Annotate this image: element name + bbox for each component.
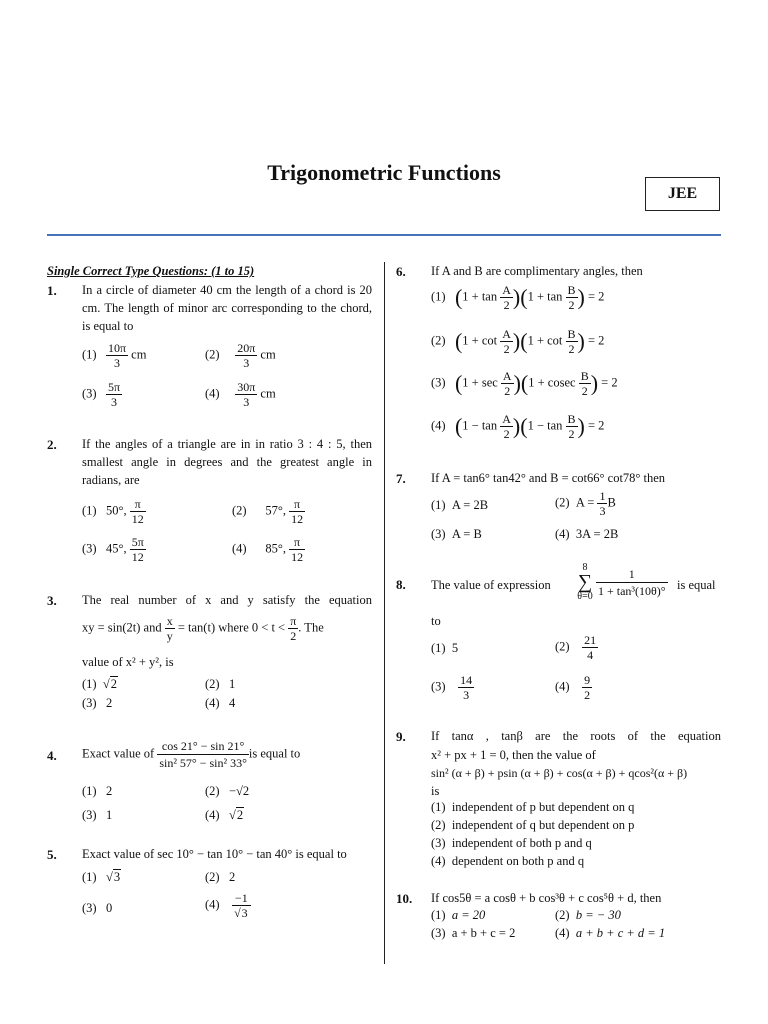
radicand: 2 xyxy=(236,808,244,822)
option: (4) (1 − tan $\frac{A}{2}$ )(1 − tan $\frac{B}{2}$ ) = 2 xyxy=(431,412,605,441)
option-label: (3) xyxy=(431,926,446,940)
angle: 45°, xyxy=(105,541,127,556)
denominator: 2 xyxy=(568,342,575,356)
radicand: 3 xyxy=(113,870,121,884)
fraction xyxy=(582,673,592,702)
question-number: 7. xyxy=(396,471,406,486)
question-number: 8. xyxy=(396,577,406,592)
option xyxy=(82,341,146,370)
result: = 2 xyxy=(587,418,605,433)
value: a = 20 xyxy=(451,908,486,922)
question-text: If cos5θ = a cosθ + b cos³θ + c cos⁵θ + d, then xyxy=(431,891,662,905)
fraction xyxy=(288,614,298,643)
fraction xyxy=(106,341,128,370)
denominator: 3 xyxy=(463,688,470,702)
option-label: (1) xyxy=(431,289,446,304)
denominator: 4 xyxy=(587,648,594,662)
fraction xyxy=(235,380,257,409)
angle: 50°, xyxy=(105,503,127,518)
sum-upper: 8 xyxy=(582,562,588,573)
value: A = xyxy=(575,495,595,510)
option xyxy=(82,497,146,526)
numerator: π xyxy=(130,497,146,512)
option xyxy=(205,677,235,692)
option xyxy=(82,901,112,916)
option xyxy=(82,696,112,711)
question-text: is equal xyxy=(677,578,716,592)
fraction xyxy=(500,283,513,312)
question-number: 10. xyxy=(396,891,413,906)
unit: cm xyxy=(260,386,276,401)
question-text: If A and B are complimentary angles, then xyxy=(431,264,643,278)
numerator: π xyxy=(289,497,305,512)
denominator: 12 xyxy=(131,512,144,526)
denominator: 2 xyxy=(504,384,511,398)
option xyxy=(431,926,515,941)
option-label: (4) xyxy=(205,808,220,822)
question-text: If tanα , tanβ are the roots of the equation xyxy=(431,729,721,743)
option xyxy=(205,891,251,920)
option-label: (1) xyxy=(431,641,446,655)
denominator: 2 xyxy=(568,298,575,312)
question-number: 3. xyxy=(47,593,57,608)
term: 1 + cosec xyxy=(528,375,576,390)
option-label: (4) xyxy=(232,541,247,556)
option xyxy=(555,633,598,662)
text: is equal to xyxy=(248,746,301,761)
question-text: value of x² + y², is xyxy=(82,655,174,669)
option-label: (3) xyxy=(82,901,97,915)
result: = 2 xyxy=(587,289,605,304)
column-divider xyxy=(384,262,385,964)
question-expression: sin² (α + β) + psin (α + β) + cos(α + β) + qcos²(α + β) xyxy=(431,766,688,780)
option xyxy=(555,926,665,941)
option xyxy=(232,535,305,564)
numerator: 30π xyxy=(237,380,256,394)
option-label: (3) xyxy=(82,696,97,710)
angle: 57°, xyxy=(265,503,286,518)
option-label: (4) xyxy=(555,926,570,940)
question-number: 2. xyxy=(47,437,57,452)
numerator: B xyxy=(567,327,576,341)
question-text: to xyxy=(431,614,441,628)
numerator: π xyxy=(290,614,297,628)
option-label: (3) xyxy=(431,836,446,850)
option-label: (3) xyxy=(431,527,446,541)
value: 5 xyxy=(451,641,459,655)
option xyxy=(555,527,618,542)
denominator: 3 xyxy=(243,395,250,409)
option xyxy=(431,908,485,923)
result: = 2 xyxy=(587,333,605,348)
value: a + b + c + d = 1 xyxy=(575,926,666,940)
question-number: 4. xyxy=(47,748,57,763)
option-label: (1) xyxy=(82,677,97,691)
question-text: The value of expression xyxy=(431,578,551,592)
option-label: (4) xyxy=(555,527,570,541)
value: A = 2B xyxy=(451,498,489,512)
value: independent of p but dependent on q xyxy=(451,800,635,814)
term: 1 + tan xyxy=(462,289,498,304)
fraction xyxy=(500,412,513,441)
value: 0 xyxy=(105,901,113,915)
option-label: (2) xyxy=(431,333,446,348)
value: 2 xyxy=(105,696,113,710)
denominator: 2 xyxy=(568,427,575,441)
option-label: (2) xyxy=(555,908,570,922)
question-text: If the angles of a triangle are in in ratio 3 : 4 : 5, then smallest angle in degrees and the greatest angle in radians, are xyxy=(82,437,372,487)
value: −√2 xyxy=(228,784,250,798)
fraction xyxy=(566,412,578,441)
question-text: If A = tan6° tan42° and B = cot66° cot78° then xyxy=(431,471,666,485)
fraction xyxy=(582,633,598,662)
option xyxy=(82,808,112,823)
value: B xyxy=(607,495,616,510)
option xyxy=(82,784,112,799)
numerator: 5π xyxy=(131,535,144,549)
option xyxy=(205,341,276,370)
numerator: −1 xyxy=(232,891,251,906)
numerator: A xyxy=(502,327,511,341)
denominator: √3 xyxy=(234,906,248,920)
question-number: 5. xyxy=(47,847,57,862)
value: 3A = 2B xyxy=(575,527,619,541)
option-label: (2) xyxy=(205,870,220,884)
option-label: (1) xyxy=(82,503,97,518)
numerator: π xyxy=(289,535,305,550)
option-label: (3) xyxy=(82,808,97,822)
option xyxy=(431,818,634,833)
option xyxy=(431,527,482,542)
question-text xyxy=(82,738,300,771)
option-label: (4) xyxy=(205,897,220,912)
option-label: (2) xyxy=(232,503,247,518)
unit: cm xyxy=(131,347,147,362)
question-number: 6. xyxy=(396,264,406,279)
option-label: (2) xyxy=(205,784,220,798)
option-label: (3) xyxy=(431,679,446,694)
unit: cm xyxy=(260,347,276,362)
option-label: (2) xyxy=(205,347,220,362)
option-label: (1) xyxy=(431,908,446,922)
numerator: 1 xyxy=(599,489,606,503)
term: 1 − tan xyxy=(462,418,498,433)
option-label: (3) xyxy=(82,541,97,556)
denominator: sin² 57° − sin² 33° xyxy=(159,756,247,770)
fraction xyxy=(130,497,146,526)
option-label: (4) xyxy=(205,696,220,710)
fraction xyxy=(501,369,514,398)
option: (4) √2 xyxy=(205,808,244,822)
fraction xyxy=(566,327,578,356)
value: a + b + c = 2 xyxy=(451,926,516,940)
radicand: 3 xyxy=(241,906,248,920)
option: (2) (1 + cot $\frac{A}{2}$ )(1 + cot $\frac{B}{2}$ ) = 2 xyxy=(431,327,605,356)
option: (3) (1 + sec $\frac{A}{2}$ )(1 + cosec $\frac{B}{2}$ ) = 2 xyxy=(431,369,618,398)
option-label: (4) xyxy=(431,418,446,433)
denominator: 12 xyxy=(291,550,304,564)
question-text: is xyxy=(431,784,440,798)
value: 2 xyxy=(228,870,236,884)
numerator: B xyxy=(580,369,589,383)
page-title: Trigonometric Functions xyxy=(267,160,501,185)
radicand: 2 xyxy=(110,677,117,691)
option xyxy=(431,673,474,702)
exam-tag: JEE xyxy=(645,177,720,211)
option-label: (3) xyxy=(431,375,446,390)
fraction xyxy=(596,566,668,599)
header-divider xyxy=(47,234,721,236)
term: 1 + tan xyxy=(527,289,563,304)
denominator: 3 xyxy=(599,504,606,518)
numerator: A xyxy=(502,283,511,297)
fraction xyxy=(289,535,305,564)
option-label: (2) xyxy=(555,639,570,654)
text: xy = sin(2t) and xyxy=(82,620,162,635)
denominator: 12 xyxy=(291,512,304,526)
value: 1 xyxy=(228,677,236,691)
summation: 8 ∑ θ=0 xyxy=(573,562,597,602)
fraction xyxy=(579,369,591,398)
numerator: 14 xyxy=(460,673,473,687)
question-text: Exact value of sec 10° − tan 10° − tan 40° is equal to xyxy=(82,847,347,861)
value: b = − 30 xyxy=(575,908,621,922)
numerator: A xyxy=(502,412,511,426)
fraction xyxy=(165,614,175,643)
numerator: 5π xyxy=(107,380,121,394)
question-number: 9. xyxy=(396,729,406,744)
option xyxy=(205,870,235,885)
numerator: 20π xyxy=(237,341,256,355)
option xyxy=(555,673,592,702)
denominator: 2 xyxy=(503,298,510,312)
value: dependent on both p and q xyxy=(451,854,585,868)
option xyxy=(205,784,249,799)
value: 1 xyxy=(105,808,113,822)
fraction xyxy=(235,341,257,370)
option-label: (1) xyxy=(82,347,97,362)
text: Exact value of xyxy=(82,746,155,761)
denominator: 2 xyxy=(584,688,591,702)
option: (1) (1 + tan $\frac{A}{2}$ )(1 + tan $\frac{B}{2}$ ) = 2 xyxy=(431,283,605,312)
denominator: 3 xyxy=(110,395,117,409)
denominator: 12 xyxy=(131,550,144,564)
fraction xyxy=(597,489,607,518)
fraction xyxy=(289,497,305,526)
sum-lower: θ=0 xyxy=(577,591,593,602)
numerator: B xyxy=(567,412,576,426)
denominator: y xyxy=(166,629,173,643)
term: 1 + sec xyxy=(462,375,498,390)
option xyxy=(431,498,488,513)
text: . The xyxy=(298,620,324,635)
question-equation xyxy=(82,614,377,643)
option-label: (4) xyxy=(431,854,446,868)
question-text: The real number of x and y satisfy the equation xyxy=(82,593,372,607)
option-label: (4) xyxy=(555,679,570,694)
question-text: x² + px + 1 = 0, then the value of xyxy=(431,748,596,762)
section-heading: Single Correct Type Questions: (1 to 15) xyxy=(47,264,255,278)
value: 4 xyxy=(228,696,236,710)
option xyxy=(205,380,276,409)
numerator: A xyxy=(502,369,512,383)
option: (1) √2 xyxy=(82,677,117,691)
value: 2 xyxy=(105,784,113,798)
option xyxy=(205,696,235,711)
angle: 85°, xyxy=(265,541,286,556)
term: 1 + cot xyxy=(527,333,563,348)
result: = 2 xyxy=(601,375,618,390)
denominator: 3 xyxy=(113,356,120,370)
fraction xyxy=(106,380,122,409)
numerator: cos 21° − sin 21° xyxy=(157,738,249,755)
option: (1) √3 xyxy=(82,870,121,884)
option xyxy=(431,641,458,656)
fraction xyxy=(500,327,513,356)
option-label: (4) xyxy=(205,386,220,401)
option-label: (3) xyxy=(82,386,97,401)
numerator: B xyxy=(567,283,576,297)
fraction xyxy=(130,535,146,564)
value: A = B xyxy=(451,527,482,541)
numerator: 10π xyxy=(107,341,127,355)
fraction xyxy=(157,738,249,771)
numerator: 9 xyxy=(584,673,591,687)
denominator: 3 xyxy=(243,356,250,370)
denominator: 2 xyxy=(581,384,588,398)
term: 1 + cot xyxy=(462,333,498,348)
text: = tan(t) where 0 < t < xyxy=(177,620,286,635)
question-number: 1. xyxy=(47,283,57,298)
value: independent of q but dependent on p xyxy=(451,818,635,832)
option-label: (1) xyxy=(431,498,446,512)
option xyxy=(82,380,122,409)
value: independent of both p and q xyxy=(451,836,592,850)
denominator: 2 xyxy=(503,427,510,441)
denominator: 2 xyxy=(290,629,297,643)
fraction xyxy=(566,283,578,312)
fraction xyxy=(232,891,251,920)
option-label: (1) xyxy=(82,870,97,884)
option xyxy=(555,489,616,518)
option xyxy=(431,800,634,815)
numerator: x xyxy=(166,614,173,628)
denominator: 2 xyxy=(503,342,510,356)
numerator: 21 xyxy=(584,633,597,647)
option-label: (1) xyxy=(82,784,97,798)
fraction xyxy=(458,673,474,702)
option xyxy=(431,854,584,869)
option-label: (2) xyxy=(205,677,220,691)
question-text: In a circle of diameter 40 cm the length of a chord is 20 cm. The length of minor arc corresponding to the chord, is equal to xyxy=(82,283,372,333)
option xyxy=(555,908,621,923)
denominator: 1 + tan³(10θ)° xyxy=(598,584,666,598)
option-label: (2) xyxy=(431,818,446,832)
option-label: (2) xyxy=(555,495,570,510)
option xyxy=(431,836,592,851)
option xyxy=(232,497,305,526)
option xyxy=(82,535,146,564)
term: 1 − tan xyxy=(527,418,563,433)
numerator: 1 xyxy=(596,566,668,583)
option-label: (1) xyxy=(431,800,446,814)
